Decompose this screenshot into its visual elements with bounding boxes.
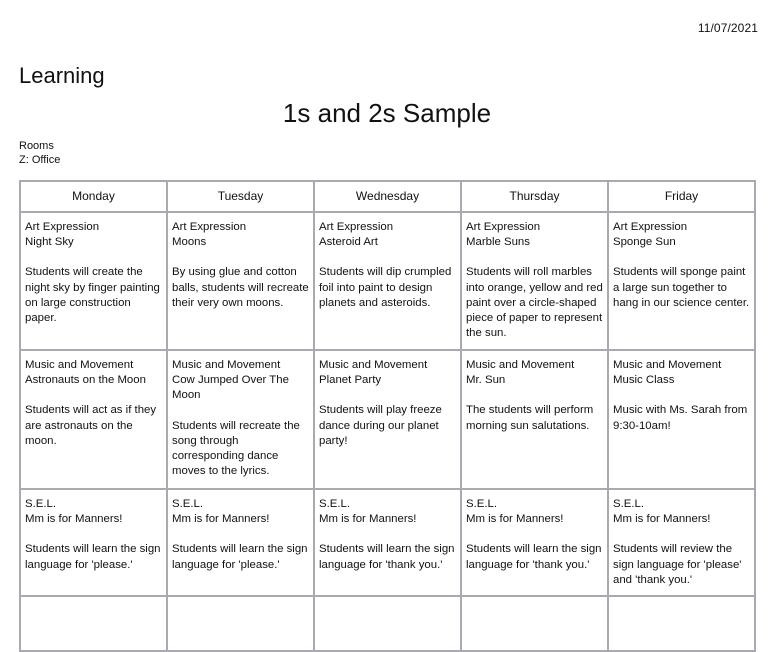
activity-cell: [314, 489, 461, 596]
activity-category: Music and Movement: [25, 359, 134, 371]
activity-description: Students will learn the sign language for 'thank you.': [319, 543, 455, 571]
activity-cell: [608, 212, 755, 350]
activity-title: Mm is for Manners!: [319, 513, 417, 526]
activity-row-sel: [20, 489, 755, 596]
activity-title: Mm is for Manners!: [25, 513, 123, 526]
document-title: 1s and 2s Sample: [282, 98, 492, 128]
activity-title: Moons: [172, 236, 207, 249]
activity-cell-empty: [20, 596, 167, 651]
activity-description: Students will create the night sky by finger painting on large construction paper.: [25, 266, 160, 325]
print-date: 11/07/2021: [697, 21, 758, 35]
activity-cell: [167, 350, 314, 489]
activity-title: Night Sky: [25, 236, 74, 249]
activity-category: Art Expression: [319, 221, 394, 233]
activity-description: Students will sponge paint a large sun together to hang in our science center.: [613, 266, 750, 309]
activity-title: Marble Suns: [466, 236, 530, 249]
activity-category: Music and Movement: [319, 359, 428, 371]
activity-description: Students will review the sign language for 'please' and 'thank you.': [613, 543, 742, 586]
activity-cell-empty: [461, 596, 608, 651]
activity-title: Asteroid Art: [319, 236, 378, 249]
activity-cell: [20, 212, 167, 350]
activity-cell: [20, 350, 167, 489]
day-header-row: [20, 181, 755, 212]
activity-category: S.E.L.: [466, 498, 498, 510]
activity-category: Art Expression: [613, 221, 688, 233]
activity-description: Students will learn the sign language for 'please.': [172, 543, 308, 571]
activity-cell-empty: [314, 596, 461, 651]
activity-category: Music and Movement: [172, 359, 281, 371]
activity-title: Mm is for Manners!: [466, 513, 564, 526]
activity-cell: [167, 489, 314, 596]
weekly-lesson-plan-table: [19, 180, 756, 652]
activity-row-art-expression: [20, 212, 755, 350]
activity-cell: [461, 212, 608, 350]
activity-description: The students will perform morning sun salutations.: [466, 404, 594, 432]
activity-title: Music Class: [613, 374, 675, 387]
activity-category: S.E.L.: [25, 498, 57, 510]
activity-description: Students will learn the sign language for 'please.': [25, 543, 161, 571]
activity-cell: [314, 212, 461, 350]
activity-category: Art Expression: [25, 221, 100, 233]
activity-cell: [608, 489, 755, 596]
activity-cell: [608, 350, 755, 489]
activity-cell: [461, 350, 608, 489]
day-header-tuesday: Tuesday: [167, 181, 314, 212]
activity-description: Students will act as if they are astronauts on the moon.: [25, 404, 157, 447]
activity-row-continued: [20, 596, 755, 651]
activity-category: Music and Movement: [613, 359, 722, 371]
activity-title: Cow Jumped Over The Moon: [172, 374, 289, 402]
activity-category: S.E.L.: [172, 498, 204, 510]
activity-description: Students will learn the sign language for 'thank you.': [466, 543, 602, 571]
room-value: Z: Office: [19, 154, 61, 166]
activity-title: Sponge Sun: [613, 236, 676, 249]
activity-category: S.E.L.: [319, 498, 351, 510]
activity-category: Art Expression: [466, 221, 541, 233]
activity-cell-empty: [608, 596, 755, 651]
activity-row-music-and-movement: [20, 350, 755, 489]
day-header-thursday: Thursday: [461, 181, 608, 212]
activity-title: Mm is for Manners!: [172, 513, 270, 526]
activity-title: Astronauts on the Moon: [25, 374, 146, 387]
activity-cell: [167, 212, 314, 350]
day-header-monday: Monday: [20, 181, 167, 212]
activity-description: Students will play freeze dance during our planet party!: [319, 404, 442, 447]
rooms-info: [19, 139, 60, 167]
activity-description: Students will roll marbles into orange, yellow and red paint over a circle-shaped piece of paper to represent the sun.: [466, 266, 603, 340]
activity-cell: [314, 350, 461, 489]
activity-title: Planet Party: [319, 374, 382, 387]
activity-category: Art Expression: [172, 221, 247, 233]
activity-description: Music with Ms. Sarah from 9:30-10am!: [613, 404, 748, 432]
activity-cell: [461, 489, 608, 596]
activity-description: Students will recreate the song through corresponding dance moves to the lyrics.: [172, 419, 300, 478]
activity-cell: [20, 489, 167, 596]
activity-category: S.E.L.: [613, 498, 645, 510]
activity-title: Mm is for Manners!: [613, 513, 711, 526]
activity-category: Music and Movement: [466, 359, 575, 371]
activity-cell-empty: [167, 596, 314, 651]
rooms-label: Rooms: [19, 140, 54, 152]
day-header-friday: Friday: [608, 181, 755, 212]
activity-description: By using glue and cotton balls, students will recreate their very own moons.: [172, 266, 309, 309]
day-header-wednesday: Wednesday: [314, 181, 461, 212]
org-title: Learning: [19, 63, 105, 88]
activity-description: Students will dip crumpled foil into paint to design planets and asteroids.: [319, 266, 452, 309]
activity-title: Mr. Sun: [466, 374, 506, 387]
